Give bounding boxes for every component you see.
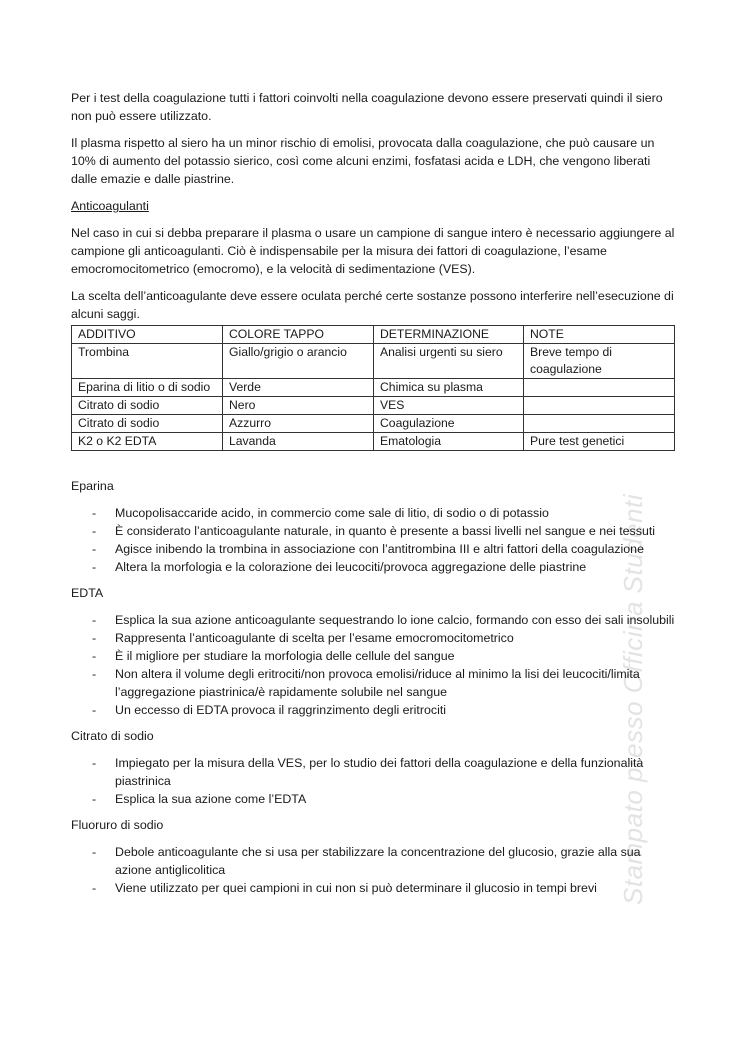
table-header: ADDITIVO (72, 326, 223, 344)
section-title-eparina: Eparina (71, 479, 114, 493)
table-cell: Citrato di sodio (72, 397, 223, 415)
list-item: - Viene utilizzato per quei campioni in cui non si può determinare il glucosio in tempi brevi (92, 881, 597, 895)
table-cell (524, 379, 675, 397)
table-cell: Trombina (72, 344, 223, 379)
list-fluoruro (71, 843, 675, 897)
section-title-fluoruro: Fluoruro di sodio (71, 818, 164, 832)
table-cell: Azzurro (223, 415, 374, 433)
list-item: - Agisce inibendo la trombina in associazione con l’antitrombina III e altri fattori della coagulazione (92, 542, 644, 556)
table-cell (524, 415, 675, 433)
bullet-dash: - (92, 542, 97, 556)
table-cell: Analisi urgenti su siero (374, 344, 524, 379)
bullet-dash: - (92, 506, 97, 520)
list-eparina (71, 504, 675, 576)
list-edta (71, 611, 675, 719)
intro-paragraph-2: Il plasma rispetto al siero ha un minor rischio di emolisi, provocata dalla coagulazione, che può causare un 10% di aumento del potassio sierico, così come alcuni enzimi, fosfatasi acida e LDH, che vengono liberati dalle emazie e dalle piastrine. (71, 136, 655, 186)
list-item: - Non altera il volume degli eritrociti/non provoca emolisi/riduce al minimo la lisi dei leucociti/limita l’aggregazione piastrinica/è rapidamente solubile nel sangue (92, 667, 640, 699)
anticoagulanti-paragraph-1: Nel caso in cui si debba preparare il plasma o usare un campione di sangue intero è necessario aggiungere al campione gli anticoagulanti. Ciò è indispensabile per la misura dei fattori di coagulazione, l’esame emocromocitometrico (emocromo), e la velocità di sedimentazione (VES). (71, 226, 675, 276)
list-item: - Debole anticoagulante che si usa per stabilizzare la concentrazione del glucosio, grazie alla sua azione antiglicolitica (92, 845, 641, 877)
list-item: - Esplica la sua azione come l’EDTA (92, 792, 307, 806)
section-title-citrato: Citrato di sodio (71, 729, 154, 743)
bullet-dash: - (92, 703, 97, 717)
list-item: - Impiegato per la misura della VES, per lo studio dei fattori della coagulazione e della funzionalità piastrinica (92, 756, 644, 788)
list-citrato (71, 754, 675, 808)
list-item: - Rappresenta l’anticoagulante di scelta per l’esame emocromocitometrico (92, 631, 514, 645)
list-item: - Un eccesso di EDTA provoca il raggrinzimento degli eritrociti (92, 703, 447, 717)
table-cell: Chimica su plasma (374, 379, 524, 397)
list-item: - Esplica la sua azione anticoagulante sequestrando lo ione calcio, formando con esso dei sali insolubili (92, 613, 675, 627)
bullet-dash: - (92, 792, 97, 806)
table-row (72, 344, 675, 379)
table-row (72, 433, 675, 451)
bullet-dash: - (92, 631, 97, 645)
bullet-dash: - (92, 649, 97, 663)
table-cell (524, 397, 675, 415)
table-cell: Verde (223, 379, 374, 397)
list-item: - È considerato l’anticoagulante naturale, in quanto è presente a bassi livelli nel sangue e nei tessuti (92, 524, 656, 538)
anticoagulanti-paragraph-2: La scelta dell’anticoagulante deve essere oculata perché certe sostanze possono interferire nell’esecuzione di alcuni saggi. (71, 289, 674, 321)
table-cell: Citrato di sodio (72, 415, 223, 433)
table-header-row (72, 326, 675, 344)
bullet-dash: - (92, 560, 97, 574)
list-item: - È il migliore per studiare la morfologia delle cellule del sangue (92, 649, 455, 663)
table-cell: Lavanda (223, 433, 374, 451)
table-cell: Coagulazione (374, 415, 524, 433)
intro-paragraph-1: Per i test della coagulazione tutti i fattori coinvolti nella coagulazione devono essere preservati quindi il siero non può essere utilizzato. (71, 91, 663, 123)
bullet-dash: - (92, 881, 97, 895)
table-header: DETERMINAZIONE (374, 326, 524, 344)
table-cell: Ematologia (374, 433, 524, 451)
table-cell: Breve tempo di coagulazione (524, 344, 675, 379)
table-row (72, 397, 675, 415)
document-page (71, 89, 675, 905)
list-item: - Altera la morfologia e la colorazione dei leucociti/provoca aggregazione delle piastrine (92, 560, 587, 574)
additives-table (71, 325, 675, 451)
table-cell: Eparina di litio o di sodio (72, 379, 223, 397)
bullet-dash: - (92, 524, 97, 538)
bullet-dash: - (92, 845, 97, 859)
anticoagulanti-heading: Anticoagulanti (71, 199, 149, 213)
table-cell: Pure test genetici (524, 433, 675, 451)
bullet-dash: - (92, 756, 97, 770)
table-cell: K2 o K2 EDTA (72, 433, 223, 451)
table-cell: VES (374, 397, 524, 415)
table-row (72, 379, 675, 397)
section-title-edta: EDTA (71, 586, 104, 600)
table-row (72, 415, 675, 433)
bullet-dash: - (92, 667, 97, 681)
bullet-dash: - (92, 613, 97, 627)
list-item: - Mucopolisaccaride acido, in commercio come sale di litio, di sodio o di potassio (92, 506, 549, 520)
watermark: Stampato presso Officina Studenti (618, 493, 648, 905)
table-cell: Giallo/grigio o arancio (223, 344, 374, 379)
table-cell: Nero (223, 397, 374, 415)
table-header: COLORE TAPPO (223, 326, 374, 344)
table-header: NOTE (524, 326, 675, 344)
